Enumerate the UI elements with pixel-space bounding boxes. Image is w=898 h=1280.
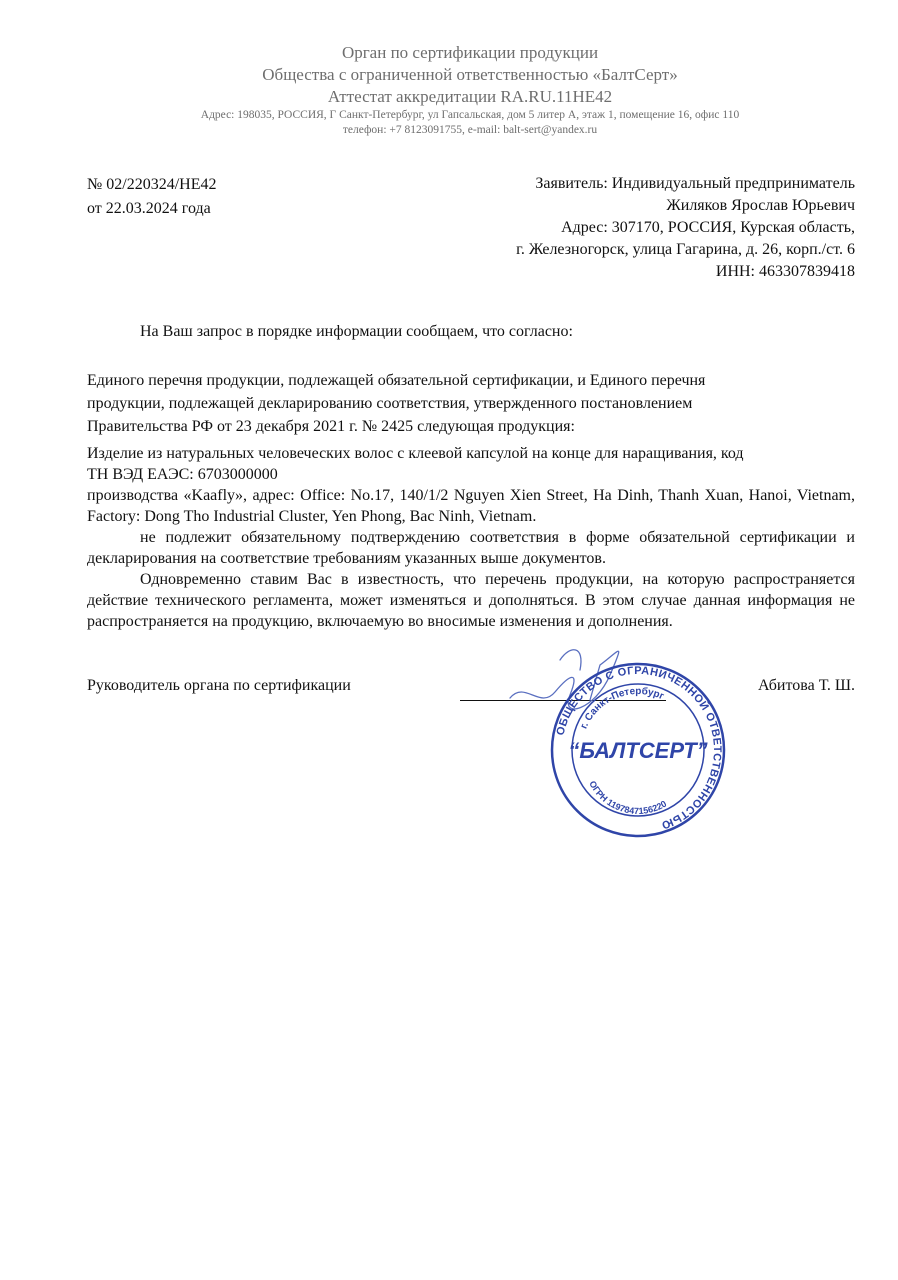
not-subject-paragraph: не подлежит обязательному подтверждению соответствия в форме обязательной сертификации и декларирования на соответствие требованиям указанных выше документов. (87, 529, 855, 567)
product-line-1: Изделие из натуральных человеческих волос с клеевой капсулой на конце для наращивания, код (87, 445, 744, 462)
reference-number: № 02/220324/НЕ42 (87, 176, 217, 193)
applicant-type: Заявитель: Индивидуальный предприниматель (535, 175, 855, 192)
stamp-city-text: г. Санкт-Петербург (578, 685, 666, 731)
letterhead-contacts-line: телефон: +7 8123091755, e-mail: balt-sert@yandex.ru (342, 124, 598, 136)
product-line-2: ТН ВЭД ЕАЭС: 6703000000 (87, 466, 278, 483)
applicant-address-1: Адрес: 307170, РОССИЯ, Курская область, (561, 219, 855, 236)
stamp-outer-text: ОБЩЕСТВО С ОГРАНИЧЕННОЙ ОТВЕТСТВЕННОСТЬЮ (554, 664, 724, 832)
company-stamp (548, 660, 728, 840)
signatory-name: Абитова Т. Ш. (758, 677, 855, 694)
letterhead-company-line: Общества с ограниченной ответственностью «БалтСерт» (262, 65, 678, 84)
legal-basis-line-2: продукции, подлежащей декларированию соответствия, утвержденного постановлением (87, 395, 693, 412)
intro-paragraph: На Ваш запрос в порядке информации сообщаем, что согласно: (140, 323, 573, 340)
letterhead-address-line: Адрес: 198035, РОССИЯ, Г Санкт-Петербург, ул Гапсальская, дом 5 литер А, этаж 1, помещение 16, офис 110 (200, 109, 740, 121)
signatory-title: Руководитель органа по сертификации (87, 677, 351, 694)
reference-date: от 22.03.2024 года (87, 200, 211, 217)
legal-basis-line-3: Правительства РФ от 23 декабря 2021 г. № 2425 следующая продукция: (87, 418, 575, 435)
applicant-block (516, 173, 855, 283)
stamp-center-text: “БАЛТСЕРТ” (568, 738, 708, 763)
applicant-inn: ИНН: 463307839418 (715, 263, 855, 280)
signature-row (87, 677, 855, 707)
stamp-ogrn-text: ОГРН 1197847156220 (587, 779, 669, 817)
letterhead (0, 42, 898, 137)
product-section (87, 443, 855, 632)
notice-paragraph: Одновременно ставим Вас в известность, что перечень продукции, на которую распространяется действие технического регламента, может изменяться и дополняться. В этом случае данная информация не распространяется на продукцию, включаемую во вносимые изменения и дополнения. (87, 571, 855, 630)
stamp-ogrn-text-element (587, 779, 668, 816)
legal-basis-line-1: Единого перечня продукции, подлежащей обязательной сертификации, и Единого перечня (87, 372, 706, 389)
document-reference (87, 173, 216, 221)
letterhead-accreditation-line: Аттестат аккредитации RA.RU.11НЕ42 (327, 87, 613, 106)
applicant-name: Жиляков Ярослав Юрьевич (666, 197, 855, 214)
producer-paragraph: производства «Kaafly», адрес: Office: No.17, 140/1/2 Nguyen Xien Street, Ha Dinh, Thanh Xuan, Hanoi, Vietnam, Factory: Dong Tho Industrial Cluster, Yen Phong, Bac Ninh, Vietnam. (87, 487, 855, 525)
letterhead-org-line: Орган по сертификации продукции (341, 43, 599, 62)
legal-basis-paragraph (87, 369, 855, 438)
applicant-address-2: г. Железногорск, улица Гагарина, д. 26, корп./ст. 6 (516, 241, 855, 258)
